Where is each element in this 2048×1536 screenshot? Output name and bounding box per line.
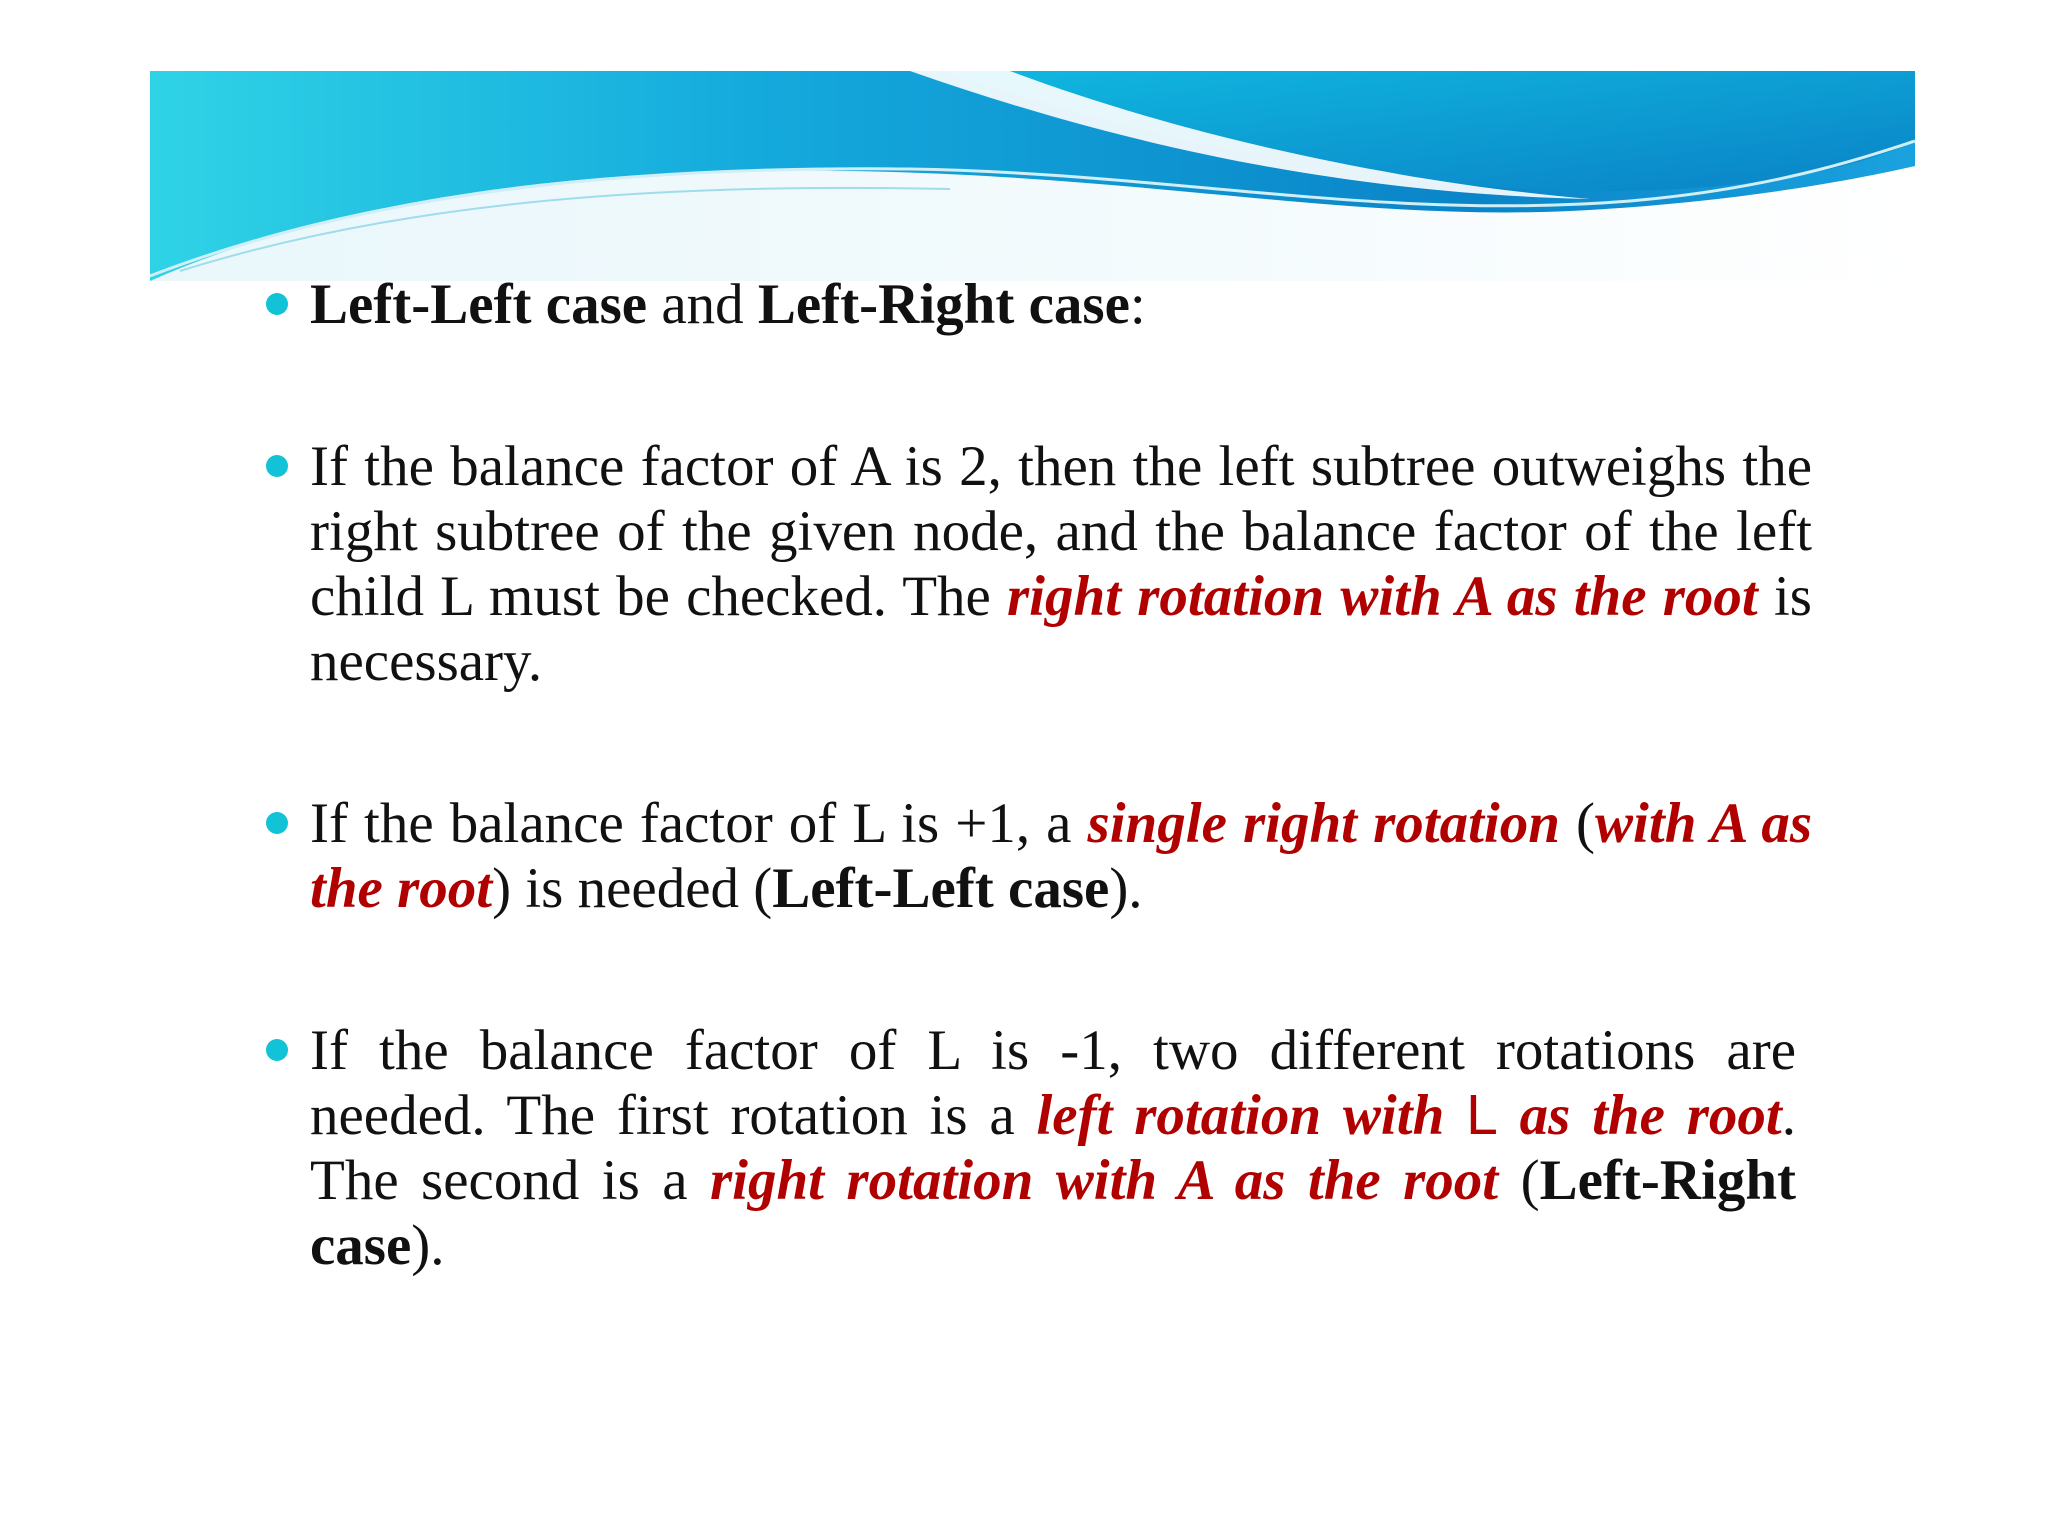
- bullet4-emphasis-1: left rotation with: [1036, 1084, 1467, 1147]
- heading-and: and: [647, 273, 758, 336]
- header-banner: [150, 71, 1915, 281]
- bullet-left-left: [262, 791, 1812, 921]
- bullet4-text4: ).: [411, 1214, 445, 1277]
- bullet3-text3: ) is needed (: [492, 857, 773, 920]
- bullet-dot-icon: [266, 455, 288, 477]
- bullet4-emphasis-3: right rotation with A as the root: [709, 1149, 1499, 1212]
- bullet4-emphasis-l: L: [1466, 1083, 1498, 1147]
- bullet3-text2: (: [1559, 792, 1596, 855]
- bullet3-text1: If the balance factor of L is +1, a: [310, 792, 1088, 855]
- bullet2-emphasis: right rotation with A as the root: [1007, 565, 1758, 628]
- bullet2-text2: is necessary.: [310, 565, 1812, 693]
- slide-content: [262, 262, 1812, 1278]
- bullet4-text1: If the balance factor of L is -1, two different rotations are needed. The first rotation is a: [310, 1019, 1796, 1147]
- bullet-dot-icon: [266, 812, 288, 834]
- bullet2-text1: If the balance factor of A is 2, then the left subtree outweighs the right subtree of the given node, and the balance factor of the left child L must be checked. The: [310, 435, 1812, 628]
- bullet3-emphasis-1: single right rotation: [1087, 792, 1560, 855]
- bullet3-bold: Left-Left case: [772, 857, 1110, 920]
- heading-left-left: Left-Left case: [310, 273, 648, 336]
- bullet3-text4: ).: [1109, 857, 1143, 920]
- bullet-dot-icon: [266, 293, 288, 315]
- bullet4-text3: (: [1498, 1149, 1540, 1212]
- heading-left-right: Left-Right case: [757, 273, 1130, 336]
- bullet-balance-factor-2: [262, 434, 1812, 694]
- bullet4-bold: Left-Right case: [310, 1149, 1797, 1277]
- bullet-heading: [262, 272, 1812, 337]
- bullet-left-right: [262, 1018, 1796, 1278]
- heading-colon: :: [1129, 273, 1146, 336]
- bullet3-emphasis-2: with A as the root: [310, 792, 1812, 920]
- bullet-dot-icon: [266, 1039, 288, 1061]
- bullet4-emphasis-2: as the root: [1497, 1084, 1782, 1147]
- bullet4-text2: . The second is a: [310, 1084, 1796, 1212]
